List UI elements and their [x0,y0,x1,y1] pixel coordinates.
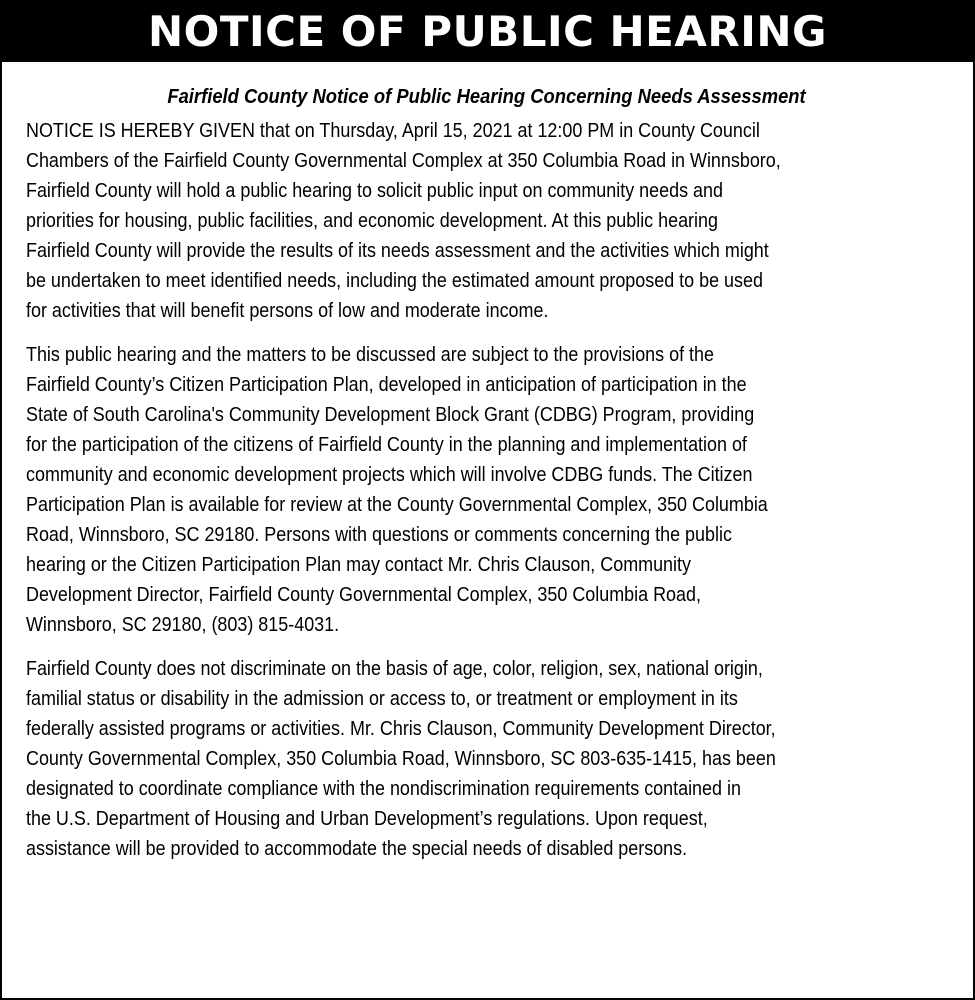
text-line: hearing or the Citizen Participation Plan may contact Mr. Chris Clauson, Community [26,553,691,576]
text-line: assistance will be provided to accommodate the special needs of disabled persons. [26,837,688,860]
text-line: County Governmental Complex, 350 Columbia Road, Winnsboro, SC 803-635-1415, has been [26,747,776,770]
text-line: State of South Carolina's Community Development Block Grant (CDBG) Program, providing [26,403,755,426]
text-line: Participation Plan is available for review at the County Governmental Complex, 350 Columbia [26,493,768,516]
text-line: be undertaken to meet identified needs, including the estimated amount proposed to be used [26,269,763,292]
paragraph-citizen-participation [26,340,954,640]
text-line: Fairfield County will hold a public hearing to solicit public input on community needs and [26,179,723,202]
text-line: Fairfield County’s Citizen Participation Plan, developed in anticipation of participation in the [26,373,747,396]
text-line: This public hearing and the matters to be discussed are subject to the provisions of the [26,343,714,366]
text-line: priorities for housing, public facilities, and economic development. At this public hearing [26,209,718,232]
notice-title: NOTICE OF PUBLIC HEARING [148,7,827,56]
text-line: Fairfield County will provide the results of its needs assessment and the activities which might [26,239,769,262]
text-line: for the participation of the citizens of Fairfield County in the planning and implementation of [26,433,747,456]
text-line: Development Director, Fairfield County Governmental Complex, 350 Columbia Road, [26,583,701,606]
notice-subtitle: Fairfield County Notice of Public Hearing Concerning Needs Assessment [167,86,806,108]
text-line: Chambers of the Fairfield County Governmental Complex at 350 Columbia Road in Winnsboro, [26,149,781,172]
notice-body [2,82,973,864]
text-line: the U.S. Department of Housing and Urban Development’s regulations. Upon request, [26,807,708,830]
notice-banner [2,2,973,62]
text-line: Road, Winnsboro, SC 29180. Persons with questions or comments concerning the public [26,523,732,546]
text-line: familial status or disability in the admission or access to, or treatment or employment in its [26,687,738,710]
text-line: Fairfield County does not discriminate on the basis of age, color, religion, sex, national origin, [26,657,763,680]
paragraph-hearing-details [26,116,954,326]
text-line: NOTICE IS HEREBY GIVEN that on Thursday, April 15, 2021 at 12:00 PM in County Council [26,119,760,142]
paragraph-nondiscrimination [26,654,954,864]
text-line: community and economic development projects which will involve CDBG funds. The Citizen [26,463,753,486]
text-line: Winnsboro, SC 29180, (803) 815-4031. [26,613,340,636]
text-line: designated to coordinate compliance with the nondiscrimination requirements contained in [26,777,741,800]
text-line: federally assisted programs or activities. Mr. Chris Clauson, Community Development Director, [26,717,776,740]
text-line: for activities that will benefit persons of low and moderate income. [26,299,549,322]
